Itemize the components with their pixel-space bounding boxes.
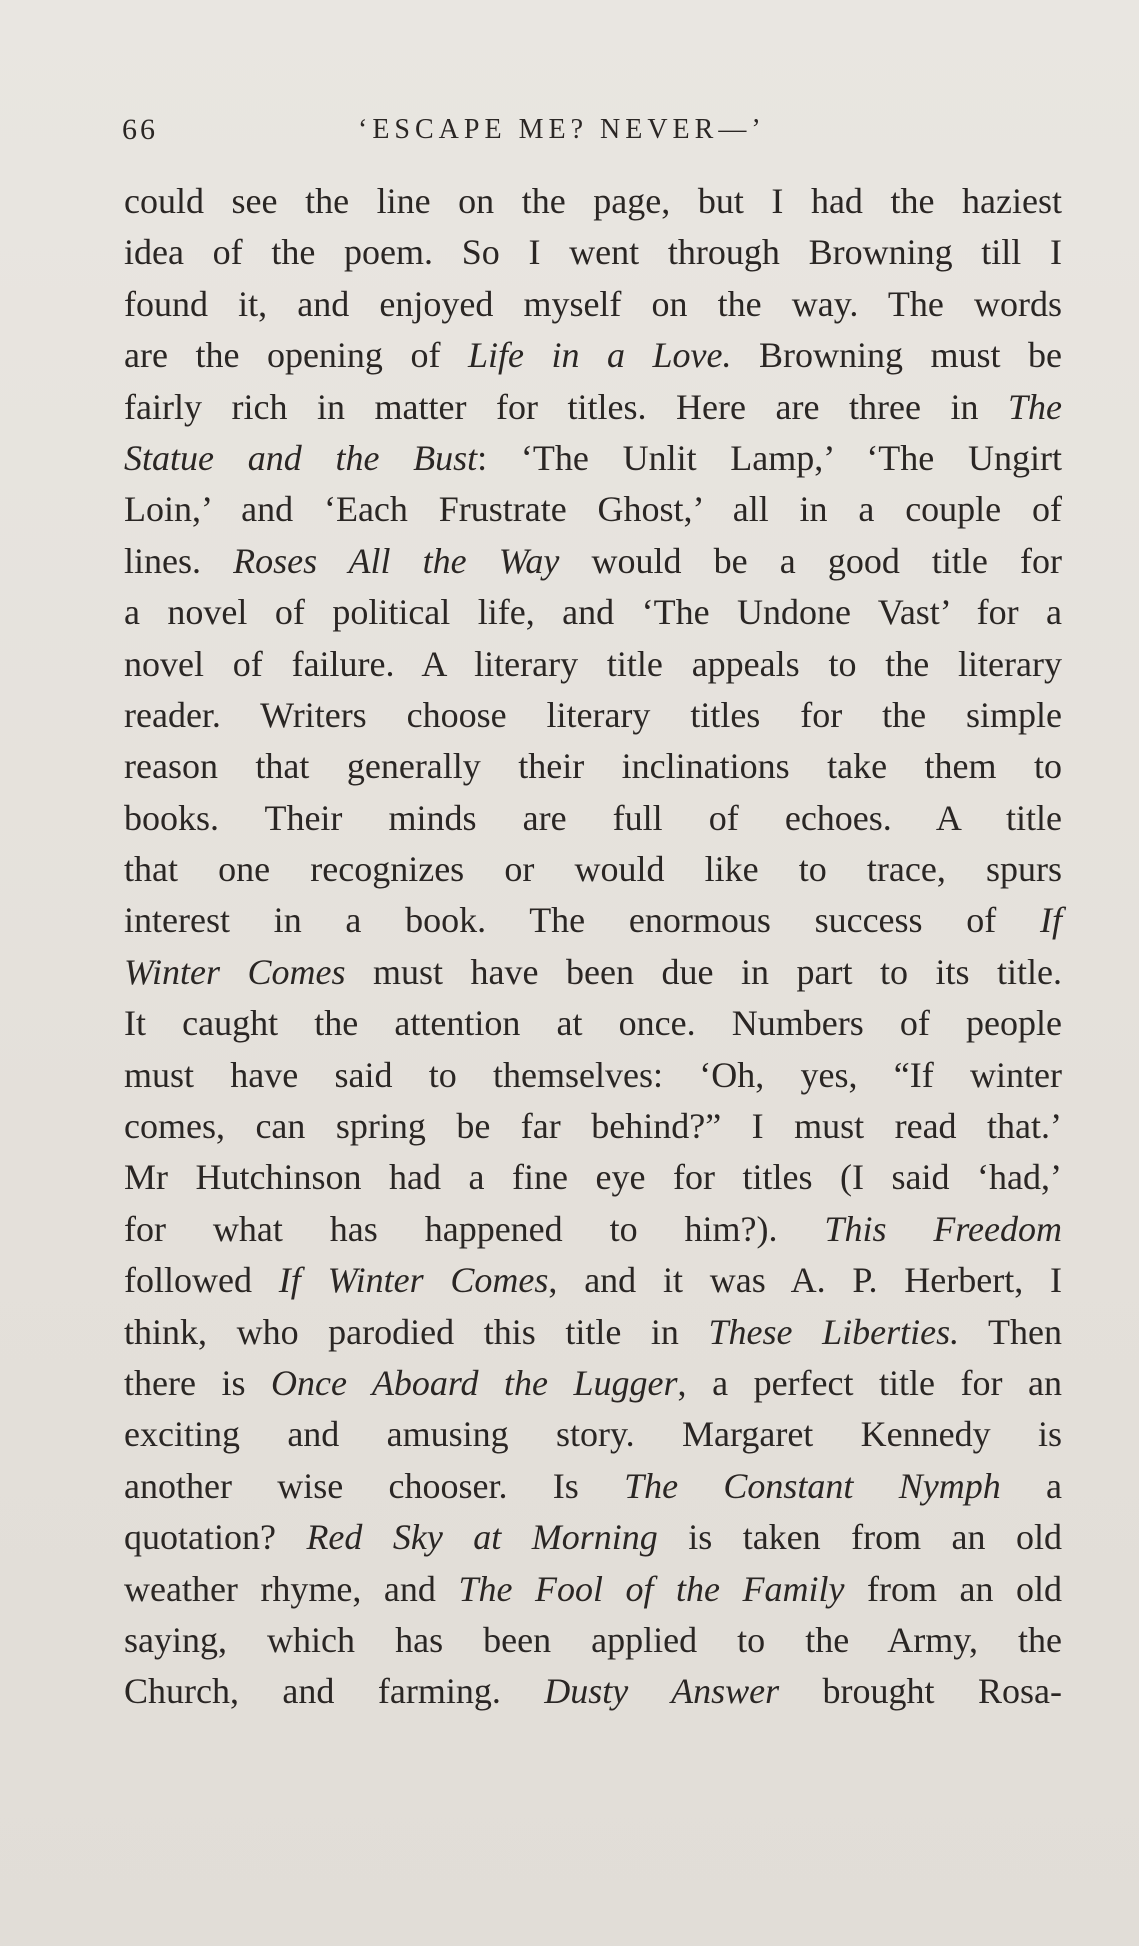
text-line — [124, 998, 1062, 1049]
text-run: Church, and farming. — [124, 1671, 545, 1712]
text-run: would be a good title for — [559, 540, 1062, 581]
text-run: is taken from an old — [657, 1517, 1063, 1558]
text-run: must have said to themselves: ‘Oh, yes, “If winter — [124, 1054, 1062, 1095]
running-title: ‘ESCAPE ME? NEVER—’ — [358, 114, 766, 145]
text-line — [124, 1204, 1062, 1255]
text-run: weather rhyme, and — [124, 1568, 459, 1609]
text-line — [124, 1615, 1062, 1666]
italic-title: Dusty Answer — [544, 1671, 780, 1712]
page-number: 66 — [122, 113, 158, 146]
text-line — [124, 279, 1062, 330]
text-run: fairly rich in matter for titles. Here are three in — [124, 386, 1008, 427]
italic-title: The Fool of the Family — [458, 1568, 845, 1609]
italic-title: This Freedom — [824, 1208, 1063, 1249]
text-run: reader. Writers choose literary titles for the simple — [124, 694, 1062, 735]
italic-title: Once Aboard the Lugger — [271, 1362, 678, 1403]
text-run: there is — [124, 1362, 272, 1403]
running-head — [122, 106, 1062, 154]
text-run: exciting and amusing story. Margaret Kennedy is — [124, 1414, 1062, 1455]
text-run: that one recognizes or would like to trace, spurs — [124, 849, 1062, 890]
text-run: another wise chooser. Is — [124, 1465, 625, 1506]
text-line — [124, 587, 1062, 638]
italic-title: If — [1040, 900, 1062, 941]
text-run: think, who parodied this title in — [124, 1311, 709, 1352]
text-line — [124, 947, 1062, 998]
text-line — [124, 639, 1062, 690]
text-run: lines. — [124, 540, 234, 581]
text-run: found it, and enjoyed myself on the way. The words — [124, 283, 1062, 324]
text-run: are the opening of — [124, 335, 468, 376]
text-run: brought Rosa- — [779, 1671, 1062, 1712]
italic-title: Life in a Love. — [467, 335, 732, 376]
text-line — [124, 227, 1062, 278]
text-run: idea of the poem. So I went through Browning till I — [124, 232, 1062, 273]
text-run: It caught the attention at once. Numbers of people — [124, 1003, 1062, 1044]
text-line — [124, 433, 1062, 484]
text-line — [124, 1307, 1062, 1358]
text-line — [124, 895, 1062, 946]
body-text — [124, 176, 1062, 1718]
text-line — [124, 690, 1062, 741]
text-line — [124, 1666, 1062, 1717]
text-run: Mr Hutchinson had a fine eye for titles (I said ‘had,’ — [124, 1157, 1062, 1198]
text-line — [124, 382, 1062, 433]
text-run: saying, which has been applied to the Army, the — [124, 1619, 1062, 1660]
text-run: comes, can spring be far behind?” I must read that.’ — [124, 1106, 1062, 1147]
text-line — [124, 1409, 1062, 1460]
text-line — [124, 1512, 1062, 1563]
text-run: from an old — [844, 1568, 1062, 1609]
italic-title: These Liberties. — [708, 1311, 960, 1352]
text-line — [124, 793, 1062, 844]
text-line — [124, 1358, 1062, 1409]
text-run: books. Their minds are full of echoes. A title — [124, 797, 1062, 838]
italic-title: Statue and the Bust — [124, 437, 478, 478]
text-run: could see the line on the page, but I had the haziest — [124, 181, 1062, 221]
text-line — [124, 844, 1062, 895]
text-line — [124, 1152, 1062, 1203]
text-run: for what has happened to him?). — [124, 1208, 825, 1249]
text-line — [124, 1461, 1062, 1512]
text-line — [124, 536, 1062, 587]
text-run: reason that generally their inclinations take them to — [124, 746, 1062, 787]
italic-title: If Winter Comes — [278, 1260, 549, 1301]
text-run: interest in a book. The enormous success of — [124, 900, 1040, 941]
italic-title: Roses All the Way — [233, 540, 560, 581]
text-line — [124, 484, 1062, 535]
italic-title: Winter Comes — [124, 951, 346, 992]
text-run: : ‘The Unlit Lamp,’ ‘The Ungirt — [477, 437, 1062, 478]
text-run: must have been due in part to its title. — [345, 951, 1062, 992]
text-line — [124, 330, 1062, 381]
text-run: , and it was A. P. Herbert, I — [548, 1260, 1063, 1301]
text-run: Then — [959, 1311, 1063, 1352]
text-line — [124, 1050, 1062, 1101]
text-run: a novel of political life, and ‘The Undone Vast’ for a — [124, 592, 1062, 633]
italic-title: The Constant Nymph — [624, 1465, 1001, 1506]
italic-title: The — [1008, 386, 1062, 427]
text-line — [124, 741, 1062, 792]
text-line — [124, 1101, 1062, 1152]
text-run: , a perfect title for an — [677, 1362, 1062, 1403]
text-run: followed — [124, 1260, 279, 1301]
text-run: quotation? — [124, 1517, 307, 1558]
text-run: Loin,’ and ‘Each Frustrate Ghost,’ all in a couple of — [124, 489, 1062, 530]
text-run: a — [1000, 1465, 1063, 1506]
text-line — [124, 1564, 1062, 1615]
text-run: novel of failure. A literary title appeals to the literary — [124, 643, 1062, 684]
text-line — [124, 1255, 1062, 1306]
text-run: Browning must be — [731, 335, 1063, 376]
italic-title: Red Sky at Morning — [306, 1517, 658, 1558]
text-line — [124, 176, 1062, 227]
